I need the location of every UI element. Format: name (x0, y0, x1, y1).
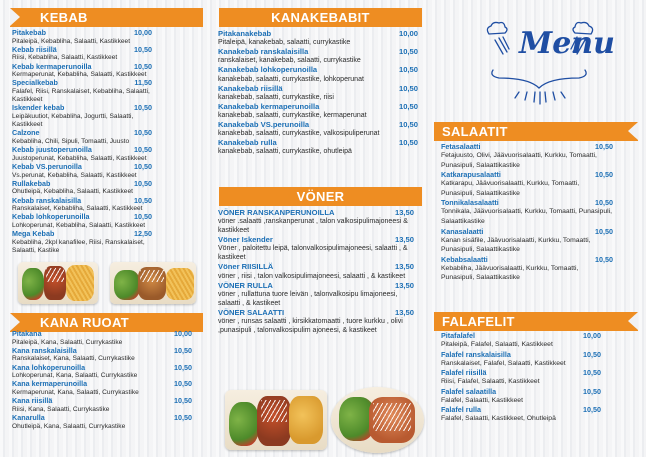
menu-item-header (12, 380, 192, 389)
menu-item (12, 129, 152, 146)
item-name: Mega Kebab (12, 229, 55, 239)
menu-item-header (218, 84, 418, 93)
item-price: 10,50 (583, 368, 601, 378)
menu-item-header (12, 180, 152, 189)
menu-item-header (441, 387, 601, 396)
menu-item-header (12, 29, 152, 38)
item-description: kanakebab, salaatti, currykastike, lohkoperunat (218, 75, 364, 83)
menu-item (12, 230, 152, 255)
item-description: kanakebab, salaatti, currykastike, ohutleipä (218, 148, 352, 156)
item-price: 13,50 (394, 235, 414, 245)
item-name: Kanarulla (12, 412, 45, 422)
item-name: Kebab kermaperunoilla (12, 61, 92, 71)
item-price: 10,50 (398, 120, 418, 130)
item-price: 10,50 (595, 254, 613, 264)
menu-item (441, 227, 613, 255)
menu-item-header (218, 262, 414, 271)
menu-item-header (218, 281, 414, 290)
menu-item-header (218, 308, 414, 317)
item-price: 10,50 (134, 195, 152, 205)
item-name: Kebab riisillä (12, 44, 57, 54)
item-name: Kebabsalaatti (441, 254, 488, 264)
menu-item-header (441, 255, 613, 264)
menu-item (441, 368, 601, 387)
menu-item-header (441, 198, 613, 207)
item-name: Pitakana (12, 329, 42, 338)
menu-item-header (218, 102, 418, 111)
item-description: Ranskalaiset, Kebabliha, Salaatti, Kastikkeet (12, 205, 143, 213)
item-description: Pitaleipä, Kana, Salaatti, Currykastike (12, 338, 123, 346)
section-title: SALAATIT (442, 124, 508, 139)
kanakebabit-list (218, 29, 418, 156)
item-description: kanakebab, salaatti, currykastike, riisi (218, 93, 334, 101)
item-name: Calzone (12, 128, 40, 138)
menu-item-header (218, 47, 418, 56)
item-price: 10,50 (398, 101, 418, 111)
item-name: Falafel ranskalaisilla (441, 349, 511, 359)
menu-item-header (12, 146, 152, 155)
menu-item (441, 198, 613, 226)
item-description: Katkarapu, Jäävuorisalaatti, Kurkku, Tomaatti, Punasipuli, Salaattikastike (441, 180, 580, 197)
menu-item-header (218, 138, 418, 147)
item-name: Falafel rulla (441, 405, 481, 415)
item-price: 10,50 (583, 405, 601, 415)
item-price: 10,50 (134, 44, 152, 54)
item-description: Leipäkuutiot, Kebabliha, Jogurtti, Salaatti, Kastikkeet (12, 112, 134, 129)
falafelit-list (441, 331, 601, 424)
menu-item (218, 262, 414, 280)
item-name: Specialkebab (12, 78, 58, 88)
item-price: 10,50 (174, 379, 192, 389)
item-name: Falafel riisillä (441, 368, 487, 378)
menu-item (12, 364, 192, 381)
menu-item (441, 350, 601, 369)
item-description: Juustoperunat, Kebabliha, Salaatti, Kastikkeet (12, 154, 147, 162)
voner-list (218, 208, 414, 335)
menu-item-header (12, 414, 192, 423)
item-price: 10,50 (595, 198, 613, 208)
menu-item-header (12, 230, 152, 239)
menu-item (218, 281, 414, 308)
item-price: 10,50 (134, 145, 152, 155)
section-title: KANA RUOAT (40, 315, 129, 330)
item-description: Falafel, Salaatti, Kastikkeet, Ohutleipä (441, 415, 556, 423)
item-name: Pitafalafel (441, 331, 475, 340)
item-name: Kebab juustoperunoilla (12, 145, 92, 155)
item-name: Pitakanakebab (218, 29, 272, 38)
menu-item (441, 142, 613, 170)
item-description: Pitaleipä, Kebabliha, Salaatti, Kastikkeet (12, 37, 131, 45)
item-description: Pitaleipä, kanakebab, salaatti, currykastike (218, 39, 351, 47)
menu-item-header (12, 104, 152, 113)
item-description: Ohutleipä, Kebabliha, Salaatti, Kastikkeet (12, 188, 133, 196)
section-title: KEBAB (40, 10, 88, 25)
item-name: Kanakebab lohkoperunoilla (218, 65, 318, 75)
item-name: Kanakebab rulla (218, 138, 277, 148)
item-price: 10,50 (134, 61, 152, 71)
menu-item-header (441, 142, 613, 151)
item-description: Lohkoperunat, Kebabliha, Salaatti, Kastikkeet (12, 221, 146, 229)
menu-item (218, 29, 418, 47)
food-photo-kebab-plate-1 (18, 262, 98, 304)
item-name: Falafel salaatilla (441, 386, 497, 396)
menu-item-header (12, 46, 152, 55)
menu-item-header (12, 364, 192, 373)
item-description: Riisi, Kebabliha, Salaatti, Kastikkeet (12, 54, 118, 62)
item-price: 11,50 (134, 78, 152, 88)
item-name: Kanakebab kermaperunoilla (218, 101, 320, 111)
item-description: Ohutleipä, Kana, Salaatti, Currykastike (12, 422, 126, 430)
item-name: Kanakebab ranskalaisilla (218, 47, 309, 57)
item-price: 10,50 (583, 386, 601, 396)
item-description: ranskalaiset, kanakebab, salaatti, currykastike (218, 57, 361, 65)
item-price: 13,50 (394, 208, 414, 217)
menu-item-header (12, 129, 152, 138)
menu-item (12, 146, 152, 163)
menu-item (12, 63, 152, 80)
item-price: 10,50 (398, 47, 418, 57)
menu-item (218, 84, 418, 102)
menu-item (12, 347, 192, 364)
item-description: Kanan sisäfile, Jäävuorisalaatti, Kurkku, Tomaatti, Punasipuli, Salaattikastike (441, 236, 591, 254)
item-description: Falafel, Salaatti, Kastikkeet (441, 396, 523, 404)
section-title: KANAKEBABIT (271, 10, 370, 25)
menu-item (441, 255, 613, 283)
item-description: Vs.perunat, Kebabliha, Salaatti, Kastikkeet (12, 171, 137, 179)
item-description: Kebabliha, 2kpl kanafilee, Riisi, Ranskalaiset, Salaatti, Kastike (12, 238, 145, 254)
menu-item (12, 330, 192, 347)
item-description: kanakebab, salaatti, currykastike, kermaperunat (218, 112, 367, 120)
menu-item (12, 104, 152, 129)
menu-item-header (12, 397, 192, 406)
item-price: 10,50 (595, 142, 613, 151)
menu-item (218, 65, 418, 83)
item-description: Ranskalaiset, Falafel, Salaatti, Kastikkeet (441, 359, 566, 367)
item-description: vöner , riisi , talon valkosipulimajoneesi, salaatti , & kastikeet (218, 272, 406, 280)
kana-ruoat-list (12, 330, 192, 431)
menu-item (218, 102, 418, 120)
item-description: Falafel, Riisi, Ranskalaiset, Kebabliha, Salaatti, Kastikkeet (12, 87, 150, 104)
menu-item (218, 308, 414, 335)
item-price: 10,50 (134, 103, 152, 113)
menu-item (12, 213, 152, 230)
item-name: Kana kermaperunoilla (12, 379, 88, 389)
menu-item (441, 405, 601, 424)
item-name: Vöner RIISILLÄ (218, 262, 274, 272)
item-name: Kana ranskalaisilla (12, 345, 77, 355)
item-price: 10,50 (174, 412, 192, 422)
section-header-kanakebabit (219, 8, 422, 27)
menu-item (12, 197, 152, 214)
section-title: FALAFELIT (442, 314, 515, 329)
menu-item-header (12, 163, 152, 172)
menu-item-header (218, 29, 418, 38)
item-price: 13,50 (394, 280, 414, 290)
menu-item (12, 380, 192, 397)
menu-item-header (218, 120, 418, 129)
item-price: 10,50 (595, 170, 613, 180)
item-price: 10,50 (174, 345, 192, 355)
item-price: 10,50 (134, 161, 152, 171)
item-name: Vöner Iskender (218, 235, 273, 245)
item-name: VÖNER RANSKANPERUNOILLA (218, 208, 335, 217)
item-name: Pitakebab (12, 28, 46, 37)
menu-item (218, 208, 414, 235)
menu-item (441, 331, 601, 350)
item-price: 10,50 (398, 83, 418, 93)
item-name: Kebab lohkoperunoilla (12, 212, 90, 222)
section-title: VÖNER (296, 189, 345, 204)
menu-item-header (218, 65, 418, 74)
section-header-voner (219, 187, 422, 206)
item-description: Riisi, Kana, Salaatti, Currykastike (12, 405, 110, 413)
item-name: Kana lohkoperunoilla (12, 362, 86, 372)
menu-item-header (218, 208, 414, 217)
menu-item-header (12, 213, 152, 222)
menu-item (218, 120, 418, 138)
item-description: Ranskalaiset, Kana, Salaatti, Currykastike (12, 355, 135, 363)
item-name: VÖNER RULLA (218, 280, 273, 290)
item-price: 13,50 (394, 262, 414, 272)
item-description: vöner , runsas salaatti , kirsikkatomaatti , tuore kurkku , olivi ,punasipuli , talonvalkosipulim ajoneesi, & kastikeet (218, 318, 403, 335)
item-description: Fetajuusto, Olivi, Jäävuorisalaatti, Kurkku, Tomaatti, Punasipuli, Salaattikastike (441, 152, 597, 169)
item-description: Tonnikala, Jäävuorisalaatti, Kurkku, Tomaatti, Punasipuli, Salaattikastike (441, 208, 613, 225)
menu-item (12, 46, 152, 63)
item-name: Fetasalaatti (441, 142, 481, 151)
item-name: Kebab ranskalaisilla (12, 195, 82, 205)
menu-item-header (12, 330, 192, 339)
item-description: Vöner , paloitettu leipä, talonvalkosipulimajoneesi, salaatti , & kastikeet (218, 245, 408, 262)
item-price: 10,50 (134, 212, 152, 222)
item-description: Lohkoperunat, Kana, Salaatti, Currykastike (12, 372, 138, 380)
item-price: 10,50 (134, 128, 152, 138)
menu-item-header (12, 79, 152, 88)
item-price: 10,50 (134, 178, 152, 188)
menu-item (12, 180, 152, 197)
item-name: Kana riisillä (12, 396, 53, 406)
item-description: vöner .salaatti ,ranskanperunat , talon valkosipulimajoneesi & kastikkeet (218, 218, 408, 235)
menu-item (218, 235, 414, 262)
section-header-falafelit (434, 312, 638, 331)
menu-item-header (441, 227, 613, 236)
menu-item-header (218, 235, 414, 244)
salaatit-list (441, 142, 613, 283)
item-price: 10,50 (398, 138, 418, 148)
item-name: Kanakebab VS.perunoilla (218, 120, 310, 130)
item-name: VÖNER SALAATTI (218, 307, 285, 317)
item-price: 10,00 (174, 329, 192, 338)
menu-item-header (12, 63, 152, 72)
item-name: Kanakebab riisillä (218, 83, 283, 93)
item-description: kanakebab, salaatti, currykastike, valkosipuliperunat (218, 130, 380, 138)
section-header-kebab (10, 8, 203, 27)
item-name: Kebab VS.perunoilla (12, 161, 82, 171)
menu-item (218, 47, 418, 65)
item-name: Tonnikalasalaatti (441, 198, 499, 208)
item-price: 10,50 (398, 65, 418, 75)
food-photo-voner-salad (331, 387, 424, 453)
item-price: 10,50 (595, 226, 613, 236)
item-description: Kermaperunat, Kana, Salaatti, Currykastike (12, 388, 139, 396)
item-name: Katkarapusalaatti (441, 170, 501, 180)
item-price: 10,50 (583, 349, 601, 359)
item-description: Kebabliha, Jäävuorisalaatti, Kurkku, Tomaatti, Punasipuli, Salaattikastike (441, 264, 579, 282)
item-name: Rullakebab (12, 178, 51, 188)
menu-item-header (441, 350, 601, 359)
menu-item (12, 397, 192, 414)
item-price: 10,00 (134, 28, 152, 37)
menu-item (441, 387, 601, 406)
food-photo-kebab-plate-2 (110, 262, 196, 304)
menu-item-header (12, 197, 152, 206)
food-photo-voner-wedges (225, 390, 327, 450)
item-description: Pitaleipä, Falafel, Salaatti, Kastikkeet (441, 341, 553, 348)
menu-item (12, 79, 152, 104)
menu-item (218, 138, 418, 156)
item-name: Kanasalaatti (441, 226, 484, 236)
menu-item (12, 414, 192, 431)
item-name: Iskender kebab (12, 103, 65, 113)
item-price: 10,00 (398, 29, 418, 38)
section-header-salaatit (434, 122, 638, 141)
menu-item (441, 170, 613, 198)
menu-title: Menu (519, 26, 615, 61)
menu-item (12, 163, 152, 180)
menu-item-header (441, 368, 601, 377)
item-price: 12,50 (134, 229, 152, 239)
item-price: 10,00 (583, 331, 601, 340)
item-price: 10,50 (174, 362, 192, 372)
item-description: Kebabliha, Chili, Sipuli, Tomaatti, Juusto (12, 137, 130, 145)
menu-item-header (441, 405, 601, 414)
item-description: Kermaperunat, Kebabliha, Salaatti, Kastikkeet (12, 71, 147, 79)
menu-item (12, 29, 152, 46)
menu-logo (475, 12, 615, 112)
kebab-list (12, 29, 152, 255)
item-price: 13,50 (394, 307, 414, 317)
menu-item-header (441, 331, 601, 340)
item-description: Riisi, Falafel, Salaatti, Kastikkeet (441, 378, 540, 386)
menu-item-header (12, 347, 192, 356)
item-description: vöner , rullattuna tuore leivän , talonvalkosipu limajoneesi, salaatti , & kastikeet (218, 290, 398, 307)
item-price: 10,50 (174, 396, 192, 406)
menu-item-header (441, 170, 613, 179)
